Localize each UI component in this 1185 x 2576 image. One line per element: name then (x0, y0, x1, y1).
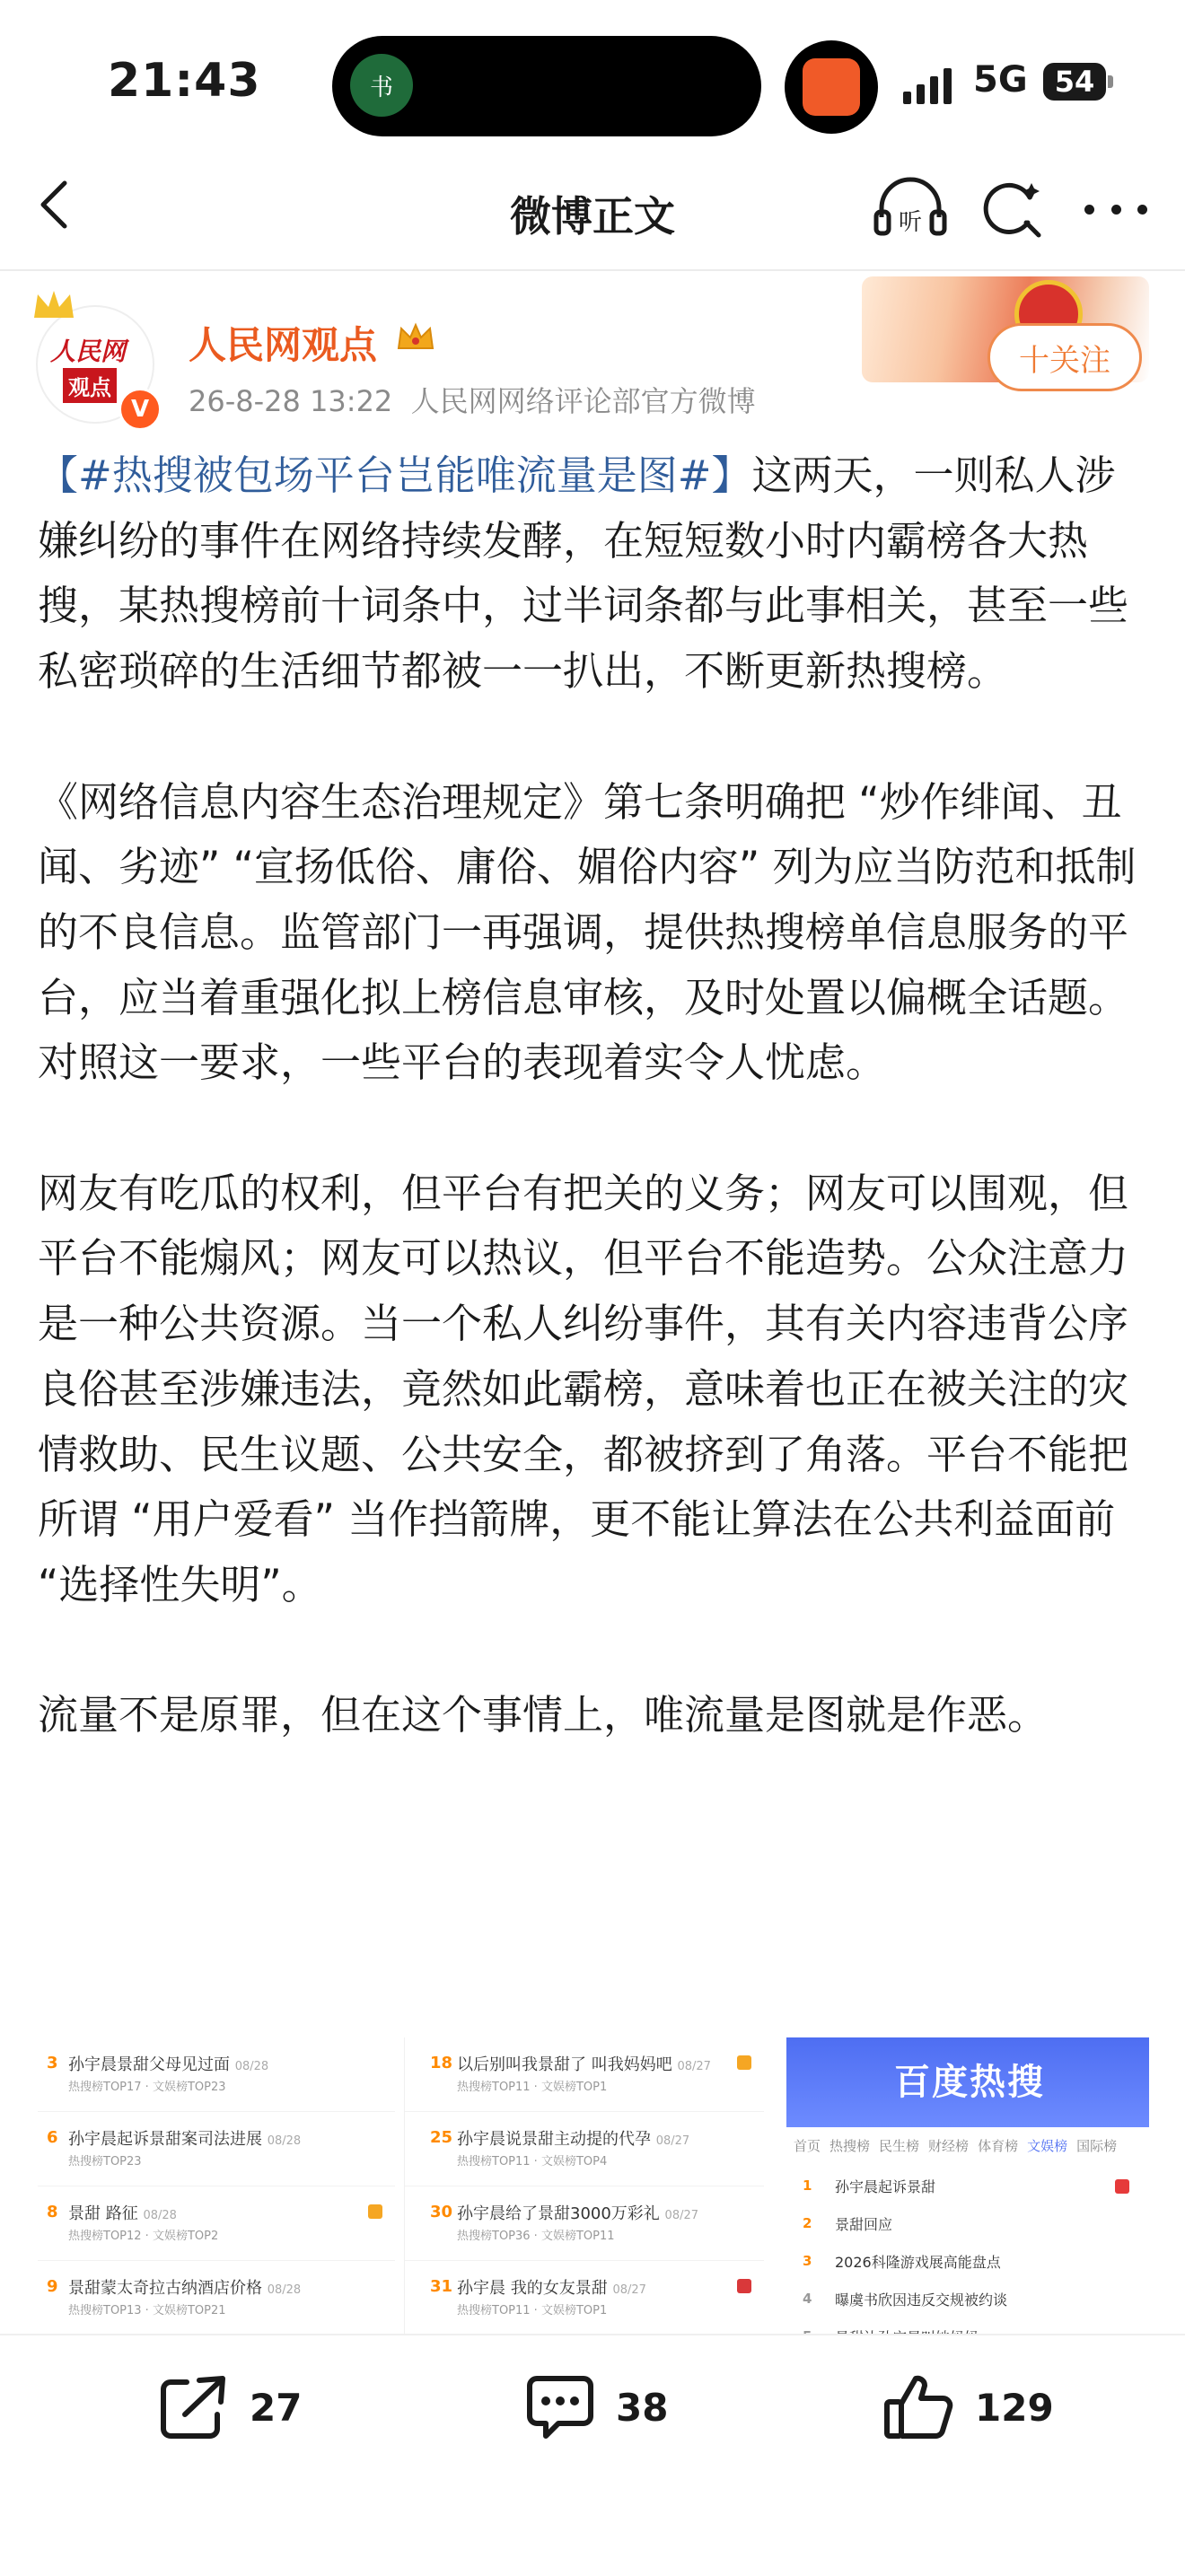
image-2[interactable] (404, 2037, 764, 2334)
bracket-close: 】 (711, 451, 752, 499)
post-source: 人民网网络评论部官方微博 (410, 384, 756, 418)
list-item: 9 景甜蒙太奇拉古纳酒店价格 08/28 热搜榜TOP13 · 文娱榜TOP21 (38, 2261, 395, 2335)
list-item: 8 景甜 路征 08/28 热搜榜TOP12 · 文娱榜TOP2 (38, 2186, 395, 2261)
battery-icon: 54 (1043, 63, 1106, 101)
svg-text:听: 听 (898, 209, 923, 236)
post-paragraph-4: 流量不是原罪，但在这个事情上，唯流量是图就是作恶。 (38, 1691, 1049, 1739)
list-item: 30 孙宇晨给了景甜3000万彩礼 08/27 热搜榜TOP36 · 文娱榜TOP11 (405, 2186, 764, 2261)
list-item: 4 曝虞书欣因违反交规被约谈 (803, 2291, 1008, 2309)
hot-tag-icon (737, 2055, 751, 2070)
hot-tag-icon (737, 2279, 751, 2293)
list-item: 2 景甜回应 (803, 2215, 893, 2233)
search-icon[interactable] (983, 180, 1042, 239)
status-time: 21:43 (108, 54, 261, 108)
list-item: 31 孙宇晨 我的女友景甜 08/27 热搜榜TOP11 · 文娱榜TOP1 (405, 2261, 764, 2335)
post-body (38, 443, 1151, 1748)
list-item: 3 2026科隆游戏展高能盘点 (803, 2253, 1001, 2271)
verified-badge-icon: V (118, 388, 162, 431)
battery-tip (1108, 75, 1113, 88)
post-meta (189, 379, 756, 420)
like-button[interactable] (883, 2373, 1054, 2441)
share-count: 27 (250, 2385, 303, 2430)
post-time: 26-8-28 13:22 (189, 384, 393, 418)
baidu-header: 百度热搜 (786, 2037, 1149, 2127)
island-app-icon: 书 (350, 54, 413, 117)
image-gallery[interactable] (38, 2037, 1149, 2334)
list-item: 6 孙宇晨起诉景甜案司法进展 08/28 热搜榜TOP23 (38, 2112, 395, 2186)
hashtag-link[interactable]: #热搜被包场平台岂能唯流量是图# (78, 451, 712, 499)
crown-icon (31, 287, 77, 323)
baidu-tabs: 首页 热搜榜 民生榜 财经榜 体育榜 文娱榜 国际榜 (786, 2127, 1149, 2163)
comment-button[interactable] (524, 2373, 668, 2441)
bracket-open: 【 (38, 451, 79, 499)
hot-tag-icon (1115, 2179, 1129, 2194)
image-1[interactable] (38, 2037, 395, 2334)
post-paragraph-1-text: 这两天，一则私人涉嫌纠纷的事件在网络持续发酵，在短短数小时内霸榜各大热搜，某热搜榜前十词条中，过半词条都与此事相关，甚至一些私密琐碎的生活细节都被一一扒出，不断更新热搜榜。 (38, 451, 1129, 696)
share-icon (158, 2373, 230, 2441)
hot-tag-icon (368, 2204, 382, 2219)
member-crown-icon (395, 320, 436, 354)
page-title: 微博正文 (510, 192, 675, 241)
listen-icon[interactable] (873, 176, 948, 241)
more-icon[interactable] (1084, 197, 1147, 221)
list-item: 18 以后别叫我景甜了 叫我妈妈吧 08/27 热搜榜TOP11 · 文娱榜TOP1 (405, 2037, 764, 2112)
list-item: 1 孙宇晨起诉景甜 (794, 2167, 1142, 2204)
comment-count: 38 (616, 2385, 669, 2430)
like-count: 129 (975, 2385, 1054, 2430)
avatar[interactable]: 人民网 观点 (36, 305, 154, 424)
image-3[interactable] (786, 2037, 1149, 2334)
network-type: 5G (973, 59, 1028, 101)
baidu-list (794, 2167, 1142, 2355)
list-item: 25 孙宇晨说景甜主动提的代孕 08/27 热搜榜TOP11 · 文娱榜TOP4 (405, 2112, 764, 2186)
nav-divider (0, 269, 1185, 271)
post-paragraph-1 (38, 443, 1151, 705)
action-bar (0, 2334, 1185, 2576)
list-item: 3 孙宇晨景甜父母见过面 08/28 热搜榜TOP17 · 文娱榜TOP23 (38, 2037, 395, 2112)
thumbs-up-icon (883, 2373, 955, 2441)
post-paragraph-3: 网友有吃瓜的权利，但平台有把关的义务；网友可以围观，但平台不能煽风；网友可以热议，但平台不能造势。公众注意力是一种公共资源。当一个私人纠纷事件，其有关内容违背公序良俗甚至涉嫌违法，竟然如此霸榜，意味着也正在被关注的灾情救助、民生议题、公共安全，都被挤到了角落。平台不能把所谓 “用户爱看” 当作挡箭牌，更不能让算法在公共利益面前 “选择性失明”。 (38, 1169, 1129, 1608)
author-name[interactable]: 人民网观点 (189, 323, 378, 367)
comment-icon (524, 2373, 596, 2441)
live-activity-app-icon (785, 40, 878, 134)
post-paragraph-2: 《网络信息内容生态治理规定》第七条明确把 “炒作绯闻、丑闻、劣迹” “宣扬低俗、庸俗、媚俗内容” 列为应当防范和抵制的不良信息。监管部门一再强调，提供热搜榜单信息服务的平台，应当着重强化拟上榜信息审核，及时处置以偏概全话题。对照这一要求，一些平台的表现着实令人忧虑。 (38, 777, 1137, 1087)
signal-icon (903, 65, 952, 104)
follow-button[interactable]: 十关注 (988, 323, 1142, 391)
share-button[interactable] (158, 2373, 302, 2441)
